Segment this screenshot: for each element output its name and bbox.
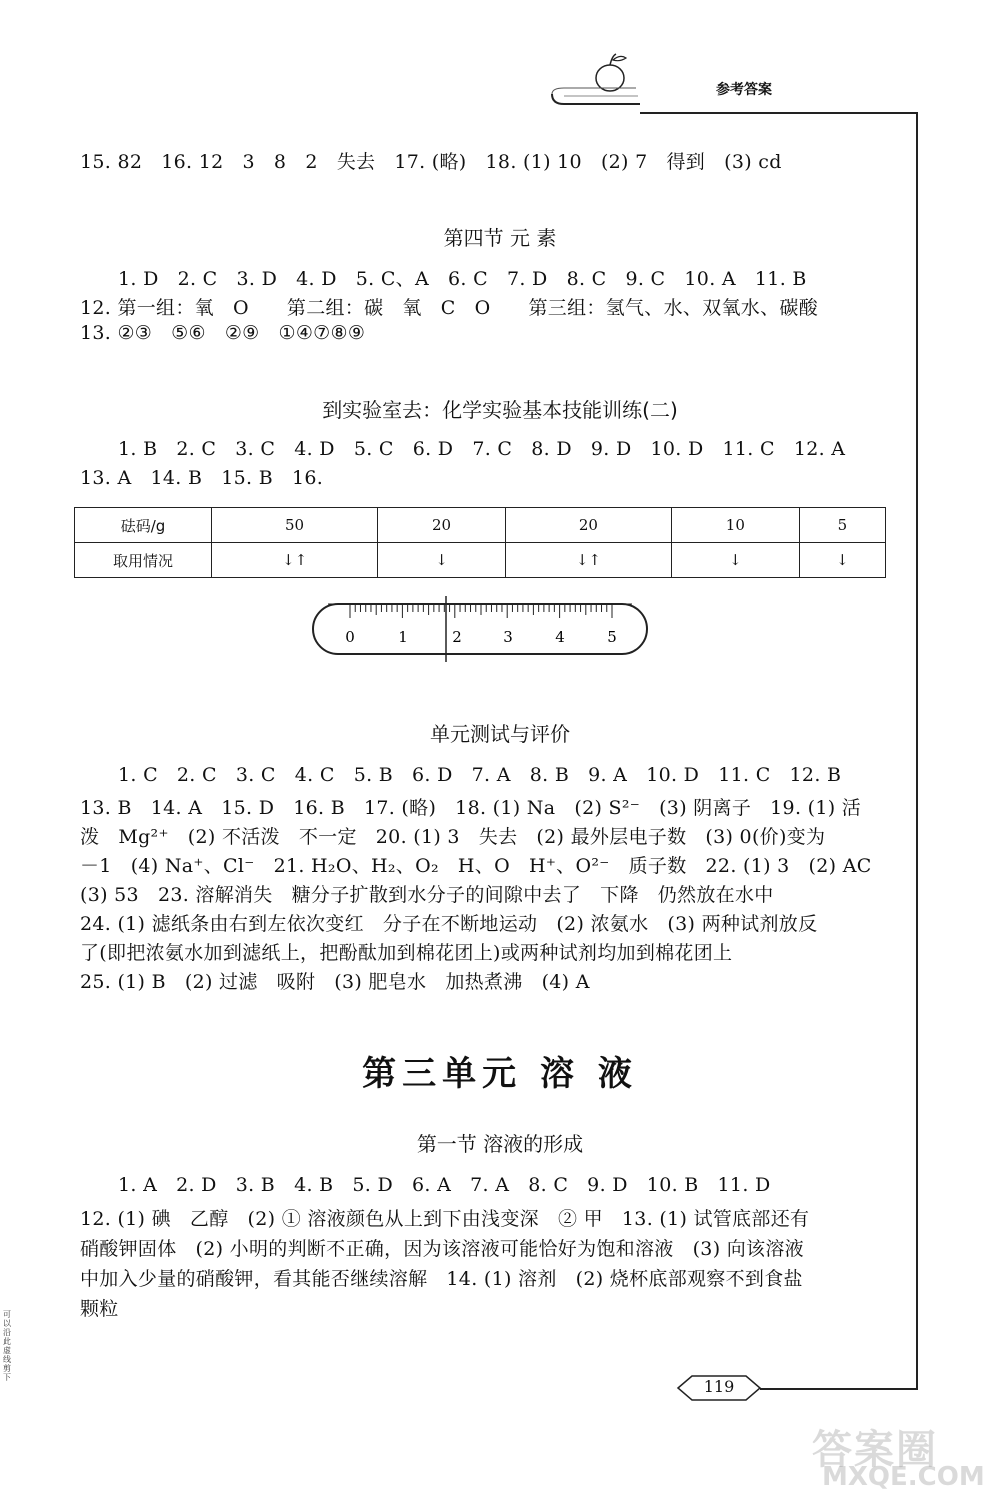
table-row [75,508,886,543]
cut-line-note: 可以沿此虚线剪下 [3,1310,11,1382]
section-title: 单元测试与评价 [430,722,570,746]
answer-line: 1. A 2. D 3. B 4. B 5. D 6. A 7. A 8. C 9. D 10. B 11. D [118,1174,771,1196]
answer-line: 颗粒 [80,1298,119,1320]
table-cell: 5 [799,508,885,543]
answer-line: 中加入少量的硝酸钾，看其能否继续溶解 14. (1) 溶剂 (2) 烧杯底部观察不到食盐 [80,1268,803,1290]
answer-line: 13. B 14. A 15. D 16. B 17. (略) 18. (1) Na (2) S²⁻ (3) 阴离子 19. (1) 活 [80,797,862,819]
table-cell: 20 [378,508,506,543]
table-cell: ↓ [671,543,799,578]
answer-line: 13. A 14. B 15. B 16. [80,467,324,489]
section-title: 到实验室去：化学实验基本技能训练(二) [322,398,678,422]
answer-line: －1 (4) Na⁺、Cl⁻ 21. H₂O、H₂、O₂ H、O H⁺、O²⁻ 质子数 22. (1) 3 (2) AC [80,855,872,877]
answer-line: 1. C 2. C 3. C 4. C 5. B 6. D 7. A 8. B 9. A 10. D 11. C 12. B [118,764,842,786]
table-cell: ↓↑ [505,543,671,578]
answer-line: 12. (1) 碘 乙醇 (2) ① 溶液颜色从上到下由浅变深 ② 甲 13. (1) 试管底部还有 [80,1208,810,1230]
answer-line: 12. 第一组：氧 O 第二组：碳 氧 C O 第三组：氢气、水、双氧水、碳酸 [80,297,818,319]
header-label: 参考答案 [716,82,772,98]
answer-line: 硝酸钾固体 (2) 小明的判断不正确，因为该溶液可能恰好为饱和溶液 (3) 向该溶液 [80,1238,804,1260]
frame-bottom-line [760,1388,918,1390]
ruler-label: 0 [345,628,355,646]
table-cell: 50 [212,508,378,543]
watermark-logo: 答案圈 [812,1427,938,1473]
answer-line: 15. 82 16. 12 3 8 2 失去 17. (略) 18. (1) 10 (2) 7 得到 (3) cd [80,151,782,173]
section-title: 第一节 溶液的形成 [416,1132,584,1156]
answer-line: 25. (1) B (2) 过滤 吸附 (3) 肥皂水 加热煮沸 (4) A [80,971,590,993]
answer-line: 24. (1) 滤纸条由右到左依次变红 分子在不断地运动 (2) 浓氨水 (3) 两种试剂放反 [80,913,818,935]
page-number: 119 [703,1377,735,1396]
table-row [75,543,886,578]
section-title: 第四节 元 素 [443,226,557,250]
ruler-label: 5 [607,628,617,646]
table-header-cell: 砝码/g [75,508,212,543]
weights-table [74,507,886,578]
answer-line: (3) 53 23. 溶解消失 糖分子扩散到水分子的间隙中去了 下降 仍然放在水中 [80,884,774,906]
table-cell: ↓ [378,543,506,578]
table-cell: 20 [505,508,671,543]
balance-ruler [310,596,650,666]
unit-title: 第三单元 溶 液 [362,1054,638,1094]
table-cell: ↓↑ [212,543,378,578]
watermark-url: MXQE.COM [822,1462,985,1492]
table-cell: 10 [671,508,799,543]
answer-line: 1. B 2. C 3. C 4. D 5. C 6. D 7. C 8. D 9. D 10. D 11. C 12. A [118,438,846,460]
table-header-cell: 取用情况 [75,543,212,578]
frame-top-line [640,112,916,114]
answer-line: 了(即把浓氨水加到滤纸上，把酚酞加到棉花团上)或两种试剂均加到棉花团上 [80,942,733,964]
frame-right-line [916,112,918,1388]
answer-line: 泼 Mg²⁺ (2) 不活泼 不一定 20. (1) 3 失去 (2) 最外层电子数 (3) 0(价)变为 [80,826,826,848]
ruler-label: 2 [452,628,462,646]
answer-line: 13. ②③ ⑤⑥ ②⑨ ①④⑦⑧⑨ [80,322,366,344]
ruler-label: 1 [398,628,408,646]
ruler-label: 4 [555,628,565,646]
apple-logo-icon [540,48,690,118]
table-cell: ↓ [799,543,885,578]
answer-line: 1. D 2. C 3. D 4. D 5. C、A 6. C 7. D 8. C 9. C 10. A 11. B [118,268,807,290]
ruler-label: 3 [503,628,513,646]
